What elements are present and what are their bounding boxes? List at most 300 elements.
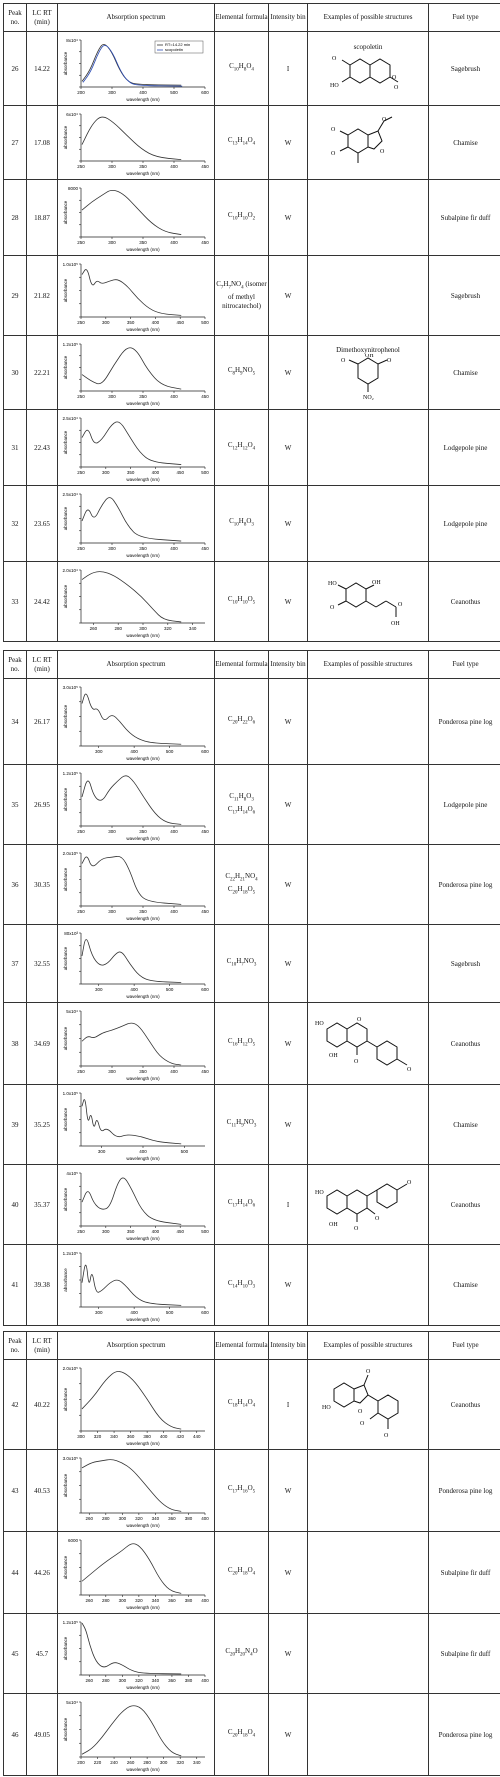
elemental-formula: $C_{10}H_{10}O_5$ (215, 562, 269, 642)
intensity-bin: W (269, 1694, 308, 1776)
intensity-bin: W (269, 1614, 308, 1694)
x-tick-label: 300 (94, 986, 103, 992)
elemental-formula: $C_{20}H_{18}O_4$ (215, 1694, 269, 1776)
spectrum-axes (81, 570, 205, 623)
flavonol-structure-icon (313, 1172, 423, 1238)
intensity-bin: W (269, 180, 308, 256)
peak-number: 41 (4, 1245, 27, 1326)
svg-text:O: O (354, 1058, 359, 1065)
retention-time: 35.37 (27, 1165, 58, 1245)
x-tick-label: 300 (94, 1309, 103, 1315)
svg-text:O: O (384, 1432, 389, 1439)
elemental-formula: $C_{13}H_{14}O_4$ (215, 106, 269, 180)
y-top-label: 1.2x10⁵ (62, 770, 78, 776)
x-tick-label: 450 (201, 908, 209, 914)
x-tick-label: 260 (85, 1515, 94, 1521)
header-rt: LC RT (min) (27, 4, 58, 32)
x-tick-label: 400 (170, 828, 178, 834)
spectrum-chart (61, 1453, 211, 1529)
x-tick-label: 400 (130, 1309, 138, 1315)
x-axis-label: wavelength (nm) (126, 1440, 160, 1446)
x-tick-label: 400 (139, 89, 147, 95)
spectrum-chart (61, 183, 211, 253)
x-tick-label: 420 (176, 1433, 184, 1439)
table-row (4, 486, 500, 562)
peak-number: 36 (4, 845, 27, 925)
spectrum-line (82, 1371, 181, 1429)
table-row (4, 679, 500, 765)
x-tick-label: 300 (118, 1515, 127, 1521)
x-tick-label: 360 (168, 1677, 176, 1683)
x-tick-label: 440 (192, 1433, 201, 1439)
x-tick-label: 400 (170, 1068, 178, 1074)
svg-text:HO: HO (322, 1404, 331, 1411)
retention-time: 17.08 (27, 106, 58, 180)
table-row (4, 1003, 500, 1085)
x-tick-label: 450 (201, 545, 209, 551)
peak-number: 34 (4, 679, 27, 765)
y-top-label: 1.0x10⁵ (62, 261, 78, 267)
absorption-spectrum (58, 106, 215, 180)
x-tick-label: 360 (168, 1597, 176, 1603)
fuel-type: Chamise (429, 1085, 500, 1165)
svg-text:O: O (331, 150, 336, 157)
x-tick-label: 220 (93, 1759, 102, 1765)
table-row (4, 1360, 500, 1450)
y-axis-label: absorbance (63, 787, 68, 811)
table-row (4, 765, 500, 845)
spectrum-line (82, 939, 181, 982)
x-tick-label: 250 (77, 469, 85, 475)
intensity-bin: W (269, 765, 308, 845)
y-axis-label: absorbance (63, 946, 68, 970)
fuel-type: Lodgepole pine (429, 765, 500, 845)
absorption-spectrum (58, 1614, 215, 1694)
elemental-formula: $C_{12}H_{12}O_4$ (215, 410, 269, 486)
intensity-bin: W (269, 1450, 308, 1532)
header-spectrum: Absorption spectrum (58, 651, 215, 679)
retention-time: 30.35 (27, 845, 58, 925)
spectrum-axes (81, 1093, 205, 1146)
x-tick-label: 340 (151, 1515, 160, 1521)
elemental-formula: $C_{18}H_{14}O_4$ (215, 1360, 269, 1450)
x-tick-label: 250 (77, 393, 85, 399)
retention-time: 26.95 (27, 765, 58, 845)
x-tick-label: 300 (94, 748, 103, 754)
table-row (4, 1085, 500, 1165)
x-tick-label: 380 (184, 1597, 193, 1603)
spectrum-chart (61, 339, 211, 407)
spectrum-chart (61, 259, 211, 333)
svg-text:O: O (382, 116, 387, 123)
ferulic-acid-structure-icon (326, 575, 410, 629)
svg-text:O: O (407, 1179, 412, 1186)
header-fuel: Fuel type (429, 1332, 500, 1360)
peak-number: 29 (4, 256, 27, 336)
retention-time: 22.21 (27, 336, 58, 410)
x-tick-label: 250 (77, 828, 85, 834)
header-fuel: Fuel type (429, 651, 500, 679)
fuel-type: Ponderosa pine log (429, 845, 500, 925)
x-tick-label: 400 (201, 1515, 209, 1521)
x-tick-label: 260 (126, 1759, 135, 1765)
spectrum-axes (81, 1011, 205, 1066)
table-row (4, 410, 500, 486)
y-axis-label: absorbance (63, 1473, 68, 1497)
elemental-formula: $C_{17}H_{16}O_5$ (215, 1450, 269, 1532)
x-tick-label: 250 (77, 908, 85, 914)
x-tick-label: 400 (159, 1433, 168, 1439)
table-row (4, 925, 500, 1003)
svg-text:HO: HO (330, 82, 339, 89)
y-top-label: 5x10⁴ (66, 1699, 78, 1705)
svg-text:O: O (354, 1225, 359, 1232)
svg-text:OH: OH (329, 1052, 338, 1059)
svg-text:O: O (358, 1408, 363, 1415)
retention-time: 40.22 (27, 1360, 58, 1450)
x-tick-label: 300 (159, 1759, 168, 1765)
intensity-bin: W (269, 925, 308, 1003)
elemental-formula: $C_{10}H_7NO_3$ (215, 925, 269, 1003)
y-axis-label: absorbance (63, 506, 68, 530)
fuel-type: Ponderosa pine log (429, 679, 500, 765)
intensity-bin: W (269, 1003, 308, 1085)
x-axis-label: wavelength (nm) (126, 400, 160, 406)
example-structure (308, 256, 429, 336)
header-intensity: Intensity bin (269, 1332, 308, 1360)
svg-text:NO₂: NO₂ (363, 394, 374, 400)
svg-text:O: O (407, 1066, 412, 1073)
absorption-spectrum (58, 562, 215, 642)
benzofuran-structure-icon (328, 113, 408, 173)
table-row (4, 1245, 500, 1326)
x-tick-label: 300 (108, 163, 116, 169)
x-tick-label: 340 (188, 625, 197, 631)
elemental-formula: $C_{10}H_8O_3$ (215, 486, 269, 562)
example-structure (308, 1694, 429, 1776)
y-top-label: 80x10³ (64, 930, 78, 936)
header-peak: Peak no. (4, 651, 27, 679)
x-tick-label: 250 (77, 1228, 85, 1234)
x-tick-label: 400 (130, 986, 138, 992)
x-tick-label: 350 (139, 828, 147, 834)
header-examples: Examples of possible structures (308, 4, 429, 32)
x-axis-label: wavelength (nm) (126, 1684, 160, 1690)
y-top-label: 8x10⁴ (66, 37, 78, 43)
header-intensity: Intensity bin (269, 651, 308, 679)
x-tick-label: 320 (164, 625, 172, 631)
absorption-spectrum (58, 32, 215, 106)
spectrum-chart (61, 928, 211, 1000)
spectrum-axes (81, 773, 205, 826)
header-spectrum: Absorption spectrum (58, 4, 215, 32)
table-row (4, 106, 500, 180)
table-row (4, 32, 500, 106)
x-tick-label: 450 (176, 469, 184, 475)
spectrum-line (82, 1705, 181, 1755)
fuel-type: Lodgepole pine (429, 410, 500, 486)
x-tick-label: 340 (110, 1433, 118, 1439)
spectrum-line (82, 1177, 181, 1223)
table-row (4, 562, 500, 642)
absorption-spectrum (58, 486, 215, 562)
intensity-bin: W (269, 410, 308, 486)
absorption-spectrum (58, 925, 215, 1003)
x-tick-label: 600 (201, 89, 209, 95)
spectrum-chart (61, 1697, 211, 1773)
retention-time: 18.87 (27, 180, 58, 256)
retention-time: 26.17 (27, 679, 58, 765)
example-structure (308, 1085, 429, 1165)
x-tick-label: 240 (110, 1759, 118, 1765)
retention-time: 49.05 (27, 1694, 58, 1776)
spectrum-axes (81, 1540, 205, 1595)
spectrum-line (82, 856, 181, 904)
spectrum-chart (61, 682, 211, 762)
svg-text:O: O (332, 55, 337, 62)
y-top-label: 5x10⁴ (66, 1008, 78, 1014)
elemental-formula: $C_{20}H_{22}O_6$ (215, 679, 269, 765)
absorption-spectrum (58, 336, 215, 410)
x-tick-label: 280 (102, 1515, 110, 1521)
x-tick-label: 500 (165, 1309, 174, 1315)
x-tick-label: 450 (176, 1228, 184, 1234)
elemental-formula: $C_{10}H_{10}O_2$ (215, 180, 269, 256)
x-tick-label: 500 (180, 1148, 189, 1154)
scopoletin-structure-icon (328, 51, 408, 95)
header-formula: Elemental formula (215, 651, 269, 679)
x-tick-label: 250 (77, 1068, 85, 1074)
x-tick-label: 300 (139, 625, 147, 631)
x-tick-label: 400 (151, 319, 160, 325)
x-tick-label: 260 (85, 1677, 94, 1683)
x-tick-label: 450 (201, 1068, 209, 1074)
svg-text:O: O (331, 126, 336, 133)
x-tick-label: 600 (201, 986, 209, 992)
fuel-type: Ceanothus (429, 1003, 500, 1085)
table-row (4, 1165, 500, 1245)
x-tick-label: 340 (151, 1677, 160, 1683)
svg-text:OH: OH (372, 579, 381, 586)
intensity-bin: W (269, 1532, 308, 1614)
x-tick-label: 260 (89, 625, 98, 631)
example-structure (308, 562, 429, 642)
y-top-label: 1.0x10⁵ (62, 1090, 78, 1096)
x-tick-label: 380 (184, 1677, 193, 1683)
spectrum-chart (61, 1088, 211, 1162)
x-tick-label: 380 (143, 1433, 151, 1439)
y-axis-label: absorbance (63, 867, 68, 891)
spectrum-axes (81, 188, 205, 237)
intensity-bin: I (269, 1165, 308, 1245)
x-tick-label: 300 (77, 1433, 85, 1439)
x-axis-label: wavelength (nm) (126, 1316, 160, 1322)
intensity-bin: I (269, 32, 308, 106)
x-axis-label: wavelength (nm) (126, 1604, 160, 1610)
spectrum-axes (81, 1622, 205, 1675)
svg-text:O: O (380, 148, 385, 155)
peak-number: 32 (4, 486, 27, 562)
x-tick-label: 300 (102, 1228, 110, 1234)
x-axis-label: wavelength (nm) (126, 96, 160, 102)
example-structure (308, 925, 429, 1003)
intensity-bin: W (269, 679, 308, 765)
peak-table-section-1 (3, 3, 500, 642)
x-tick-label: 350 (139, 545, 147, 551)
x-tick-label: 450 (201, 163, 209, 169)
elemental-formula: $C_{14}H_{10}O_3$ (215, 1245, 269, 1326)
peak-number: 31 (4, 410, 27, 486)
spectrum-axes (81, 933, 205, 984)
x-tick-label: 300 (118, 1597, 127, 1603)
x-tick-label: 320 (93, 1433, 102, 1439)
x-axis-label: wavelength (nm) (126, 755, 160, 761)
x-tick-label: 280 (114, 625, 122, 631)
x-tick-label: 500 (165, 748, 174, 754)
x-tick-label: 200 (77, 89, 85, 95)
x-axis-label: wavelength (nm) (126, 326, 160, 332)
y-axis-label: absorbance (63, 1387, 68, 1411)
example-structure (308, 180, 429, 256)
x-tick-label: 300 (108, 89, 116, 95)
example-structure (308, 1360, 429, 1450)
spectrum-axes (81, 418, 205, 467)
x-tick-label: 600 (201, 748, 209, 754)
x-axis-label: wavelength (nm) (126, 246, 160, 252)
y-axis-label: absorbance (63, 1267, 68, 1292)
svg-text:O: O (357, 1016, 362, 1023)
y-top-label: 1.2x10⁵ (62, 341, 78, 347)
spectrum-line (82, 421, 181, 464)
elemental-formula: $C_{11}H_9NO_3$ (215, 1085, 269, 1165)
x-tick-label: 280 (102, 1677, 110, 1683)
table-row (4, 180, 500, 256)
x-tick-label: 400 (170, 393, 178, 399)
elemental-formula: $C_{20}H_{18}O_4$ (215, 1532, 269, 1614)
x-tick-label: 450 (201, 828, 209, 834)
x-tick-label: 500 (201, 319, 209, 325)
table-row (4, 256, 500, 336)
table-row (4, 1694, 500, 1776)
peak-number: 37 (4, 925, 27, 1003)
spectrum-line (82, 269, 181, 315)
spectrum-chart (61, 109, 211, 177)
intensity-bin: W (269, 562, 308, 642)
x-tick-label: 300 (97, 1148, 106, 1154)
svg-text:O: O (375, 1215, 380, 1222)
fuel-type: Sagebrush (429, 925, 500, 1003)
x-tick-label: 360 (168, 1515, 176, 1521)
peak-number: 33 (4, 562, 27, 642)
svg-text:O: O (330, 604, 335, 611)
y-axis-label: absorbance (63, 200, 68, 224)
elemental-formula: $C_{17}H_{14}O_6$ (215, 1165, 269, 1245)
example-structure (308, 845, 429, 925)
peak-table-section-2 (3, 650, 500, 1326)
structure-name: scopoletin (353, 42, 383, 51)
absorption-spectrum (58, 1694, 215, 1776)
x-tick-label: 300 (108, 239, 116, 245)
y-top-label: 6x10⁴ (66, 111, 78, 117)
table-row (4, 1532, 500, 1614)
example-structure (308, 679, 429, 765)
fuel-type: Ceanothus (429, 1360, 500, 1450)
spectrum-chart (61, 413, 211, 483)
x-tick-label: 300 (108, 908, 116, 914)
svg-text:O: O (392, 74, 397, 81)
spectrum-axes (81, 114, 205, 161)
x-axis-label: wavelength (nm) (126, 1155, 160, 1161)
x-tick-label: 500 (170, 89, 178, 95)
example-structure (308, 1165, 429, 1245)
retention-time: 45.7 (27, 1614, 58, 1694)
table-row (4, 845, 500, 925)
table-row (4, 336, 500, 410)
y-top-label: 2.0x10⁵ (62, 850, 78, 856)
x-axis-label: wavelength (nm) (126, 1766, 160, 1772)
x-tick-label: 350 (139, 239, 147, 245)
x-tick-label: 380 (184, 1515, 193, 1521)
spectrum-line (82, 1265, 181, 1305)
header-peak: Peak no. (4, 1332, 27, 1360)
absorption-spectrum (58, 1532, 215, 1614)
svg-text:HO: HO (328, 580, 337, 587)
header-formula: Elemental formula (215, 1332, 269, 1360)
absorption-spectrum (58, 1165, 215, 1245)
x-tick-label: 500 (201, 1228, 209, 1234)
peak-number: 42 (4, 1360, 27, 1450)
svg-text:O: O (360, 1420, 365, 1427)
header-fuel: Fuel type (429, 4, 500, 32)
spectrum-line (82, 775, 181, 824)
intensity-bin: W (269, 845, 308, 925)
spectrum-axes (81, 687, 205, 746)
fuel-type: Ceanothus (429, 1165, 500, 1245)
x-tick-label: 400 (170, 239, 178, 245)
y-top-label: 4x10⁵ (66, 1170, 78, 1176)
y-axis-label: absorbance (63, 1026, 68, 1050)
x-tick-label: 450 (201, 393, 209, 399)
x-tick-label: 260 (85, 1597, 94, 1603)
fuel-type: Sagebrush (429, 256, 500, 336)
retention-time: 39.38 (27, 1245, 58, 1326)
example-structure (308, 1532, 429, 1614)
header-rt: LC RT (min) (27, 651, 58, 679)
x-tick-label: 300 (102, 469, 110, 475)
retention-time: 34.69 (27, 1003, 58, 1085)
peak-number: 38 (4, 1003, 27, 1085)
x-axis-label: wavelength (nm) (126, 1522, 160, 1528)
y-axis-label: absorbance (63, 125, 68, 149)
fuel-type: Chamise (429, 336, 500, 410)
x-tick-label: 400 (130, 748, 138, 754)
example-structure (308, 486, 429, 562)
x-tick-label: 250 (77, 163, 85, 169)
x-tick-label: 400 (151, 469, 160, 475)
peak-number: 27 (4, 106, 27, 180)
x-tick-label: 500 (201, 469, 209, 475)
svg-text:O: O (366, 1368, 371, 1375)
y-top-label: 3.0x10⁵ (62, 1455, 78, 1461)
y-top-label: 8000 (67, 185, 78, 191)
x-tick-label: 280 (143, 1759, 151, 1765)
x-tick-label: 350 (139, 908, 147, 914)
elemental-formula: $C_{10}H_8O_4$ (215, 32, 269, 106)
fuel-type: Ponderosa pine log (429, 1694, 500, 1776)
retention-time: 22.43 (27, 410, 58, 486)
spectrum-axes (81, 264, 205, 317)
y-axis-label: absorbance (63, 1555, 68, 1579)
